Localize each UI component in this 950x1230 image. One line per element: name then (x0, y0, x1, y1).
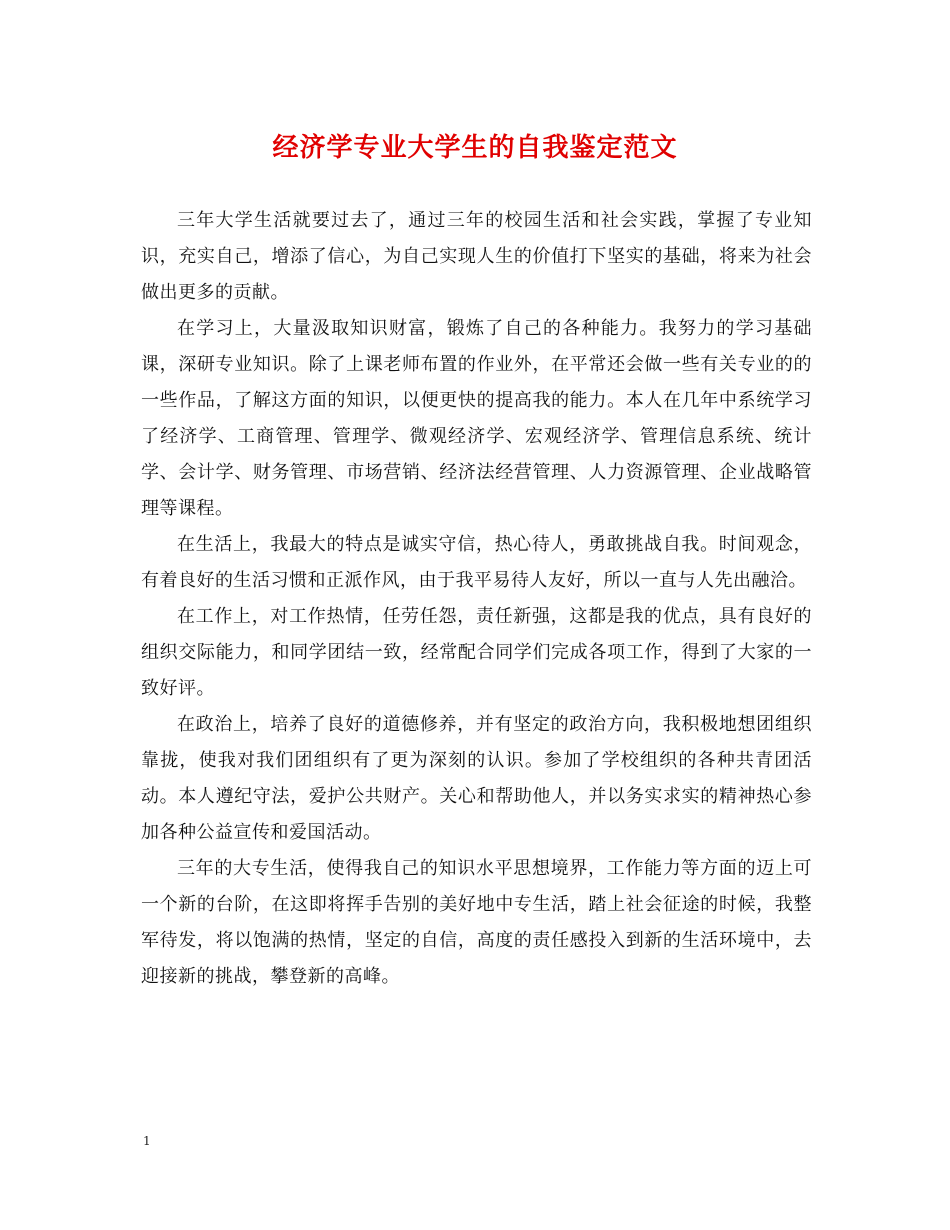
paragraph-politics: 在政治上，培养了良好的道德修养，并有坚定的政治方向，我积极地想团组织靠拢，使我对我们团组织有了更为深刻的认识。参加了学校组织的各种共青团活动。本人遵纪守法，爱护公共财产。关心和帮助他人，并以务实求实的精神热心参加各种公益宣传和爱国活动。 (141, 714, 812, 843)
paragraph-life: 在生活上，我最大的特点是诚实守信，热心待人，勇敢挑战自我。时间观念，有着良好的生活习惯和正派作风，由于我平易待人友好，所以一直与人先出融洽。 (141, 534, 812, 591)
page-number: 1 (143, 1134, 151, 1148)
document-title: 经济学专业大学生的自我鉴定范文 (272, 133, 678, 163)
paragraph-intro: 三年大学生活就要过去了，通过三年的校园生活和社会实践，掌握了专业知识，充实自己，增添了信心，为自己实现人生的价值打下坚实的基础，将来为社会做出更多的贡献。 (141, 210, 812, 303)
paragraph-conclusion: 三年的大专生活，使得我自己的知识水平思想境界，工作能力等方面的迈上可一个新的台阶，在这即将挥手告别的美好地中专生活，踏上社会征途的时候，我整军待发，将以饱满的热情，坚定的自信，高度的责任感投入到新的生活环境中，去迎接新的挑战，攀登新的高峰。 (141, 858, 812, 987)
paragraph-study: 在学习上，大量汲取知识财富，锻炼了自己的各种能力。我努力的学习基础课，深研专业知识。除了上课老师布置的作业外，在平常还会做一些有关专业的的一些作品，了解这方面的知识，以便更快的提高我的能力。本人在几年中系统学习了经济学、工商管理、管理学、微观经济学、宏观经济学、管理信息系统、统计学、会计学、财务管理、市场营销、经济法经营管理、人力资源管理、企业战略管理等课程。 (141, 318, 812, 519)
paragraph-work: 在工作上，对工作热情，任劳任怨，责任新强，这都是我的优点，具有良好的组织交际能力，和同学团结一致，经常配合同学们完成各项工作，得到了大家的一致好评。 (141, 606, 812, 699)
document-body (141, 203, 812, 995)
